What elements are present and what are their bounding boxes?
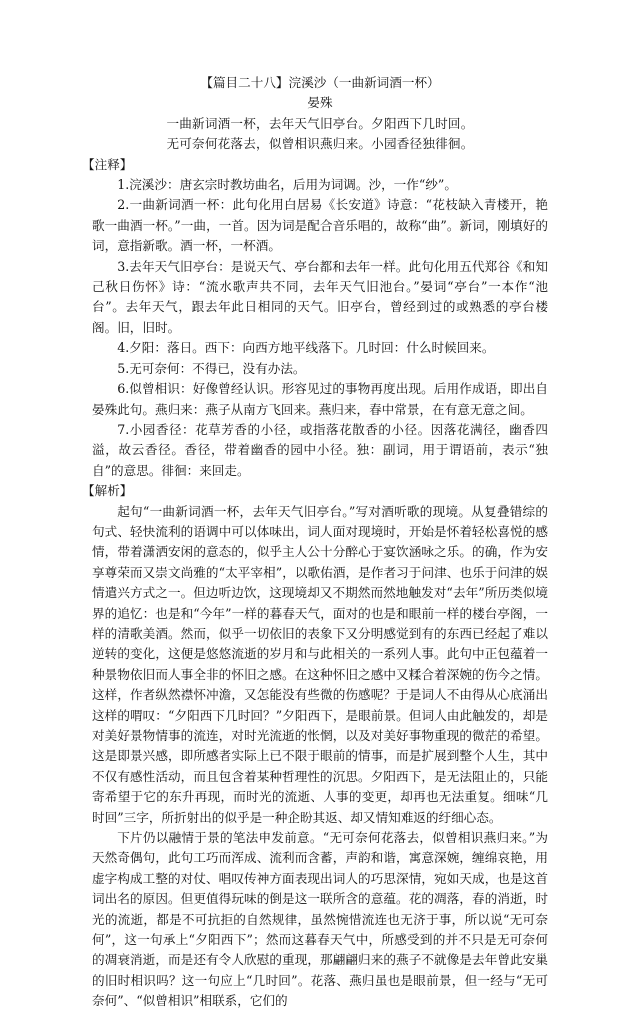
analysis-paragraph: 起句“一曲新词酒一杯，去年天气旧亭台。”写对酒听歌的现境。从复叠错综的句式、轻快流利的语调中可以体味出，词人面对现境时，开始是怀着轻松喜悦的感情，带着潇洒安闲的意态的，似乎主人公十分醉心于宴饮涵咏之乐。的确，作为安享尊荣而又崇文尚雅的“太平宰相”，以歌佑酒，是作者习于问津、也乐于问津的娱情遣兴方式之一。但边听边饮，这现境却又不期然而然地触发对“去年”所历类似境界的追忆：也是和“今年”一样的暮春天气，面对的也是和眼前一样的楼台亭阁，一样的清歌美酒。然而，似乎一切依旧的表象下又分明感觉到有的东西已经起了难以逆转的变化，这便是悠悠流逝的岁月和与此相关的一系列人事。此句中正包蕴着一种景物依旧而人事全非的怀旧之感。在这种怀旧之感中又糅合着深婉的伤今之情。这样，作者纵然襟怀冲澹，又怎能没有些微的伤感呢？于是词人不由得从心底涌出这样的喟叹：“夕阳西下几时回？”夕阳西下，是眼前景。但词人由此触发的，却是对美好景物情事的流连，对时光流逝的怅惘，以及对美好事物重现的微茫的希望。这是即景兴感，即所感者实际上已不限于眼前的情事，而是扩展到整个人生，其中不仅有感性活动，而且包含着某种哲理性的沉思。夕阳西下，是无法阻止的，只能寄希望于它的东升再现，而时光的流逝、人事的变更，却再也无法重复。细味“几时回”三字，所折射出的似乎是一种企盼其返、却又情知难返的纡细心态。	[92, 503, 548, 825]
note-item: 1.浣溪沙：唐玄宗时教坊曲名，后用为词调。沙，一作“纱”。	[117, 177, 457, 193]
page-title: 【篇目二十八】浣溪沙（一曲新词酒一杯）	[200, 75, 440, 90]
analysis-heading: 【解析】	[82, 483, 133, 499]
poem-line-1: 一曲新词酒一杯，去年天气旧亭台。夕阳西下几时回。	[166, 115, 474, 131]
note-item: 6.似曾相识：好像曾经认识。形容见过的事物再度出现。后用作成语，即出自晏殊此句。燕归来：燕子从南方飞回来。燕归来，春中常景，在有意无意之间。	[92, 381, 548, 417]
document-content	[82, 73, 548, 1012]
note-item: 4.夕阳：落日。西下：向西方地平线落下。几时回：什么时候回来。	[117, 340, 495, 356]
note-item: 3.去年天气旧亭台：是说天气、亭台都和去年一样。此句化用五代郑谷《和知己秋日伤怀》诗：“流水歌声共不同，去年天气旧池台。”晏词“亭台”一本作“池台”。去年天气，跟去年此日相同的天气。旧亭台，曾经到过的或熟悉的亭台楼阁。旧，旧时。	[92, 258, 548, 335]
note-item: 5.无可奈何：不得已，没有办法。	[117, 360, 306, 376]
author-name: 晏殊	[307, 95, 333, 111]
note-item: 7.小园香径：花草芳香的小径，或指落花散香的小径。因落花满径，幽香四溢，故云香径。香径，带着幽香的园中小径。独：副词，用于谓语前，表示“独自”的意思。徘徊：来回走。	[92, 421, 548, 478]
analysis-paragraph: 下片仍以融情于景的笔法申发前意。“无可奈何花落去，似曾相识燕归来。”为天然奇偶句，此句工巧而浑成、流利而含蓄，声韵和谐，寓意深婉，缠绵哀艳，用虚字构成工整的对仗、唱叹传神方面表现出词人的巧思深情，宛如天成，也是这首词出名的原因。但更值得玩味的倒是这一联所含的意蕴。花的凋落，春的消逝，时光的流逝，都是不可抗拒的自然规律，虽然惋惜流连也无济于事，所以说“无可奈何”，这一句承上“夕阳西下”；然而这暮春天气中，所感受到的并不只是无可奈何的凋衰消逝，而是还有令人欣慰的重现，那翩翩归来的燕子不就像是去年曾此安巢的旧时相识吗？这一句应上“几时回”。花落、燕归虽也是眼前景，但一经与“无可奈何”、“似曾相识”相联系，它们的	[92, 830, 548, 1009]
notes-heading: 【注释】	[82, 156, 133, 172]
poem-line-2: 无可奈何花落去，似曾相识燕归来。小园香径独徘徊。	[166, 136, 474, 152]
note-item: 2.一曲新词酒一杯：此句化用白居易《长安道》诗意：“花枝缺入青楼开，艳歌一曲酒一杯。”一曲，一首。因为词是配合音乐唱的，故称“曲”。新词，刚填好的词，意指新歌。酒一杯，一杯酒。	[92, 197, 548, 254]
